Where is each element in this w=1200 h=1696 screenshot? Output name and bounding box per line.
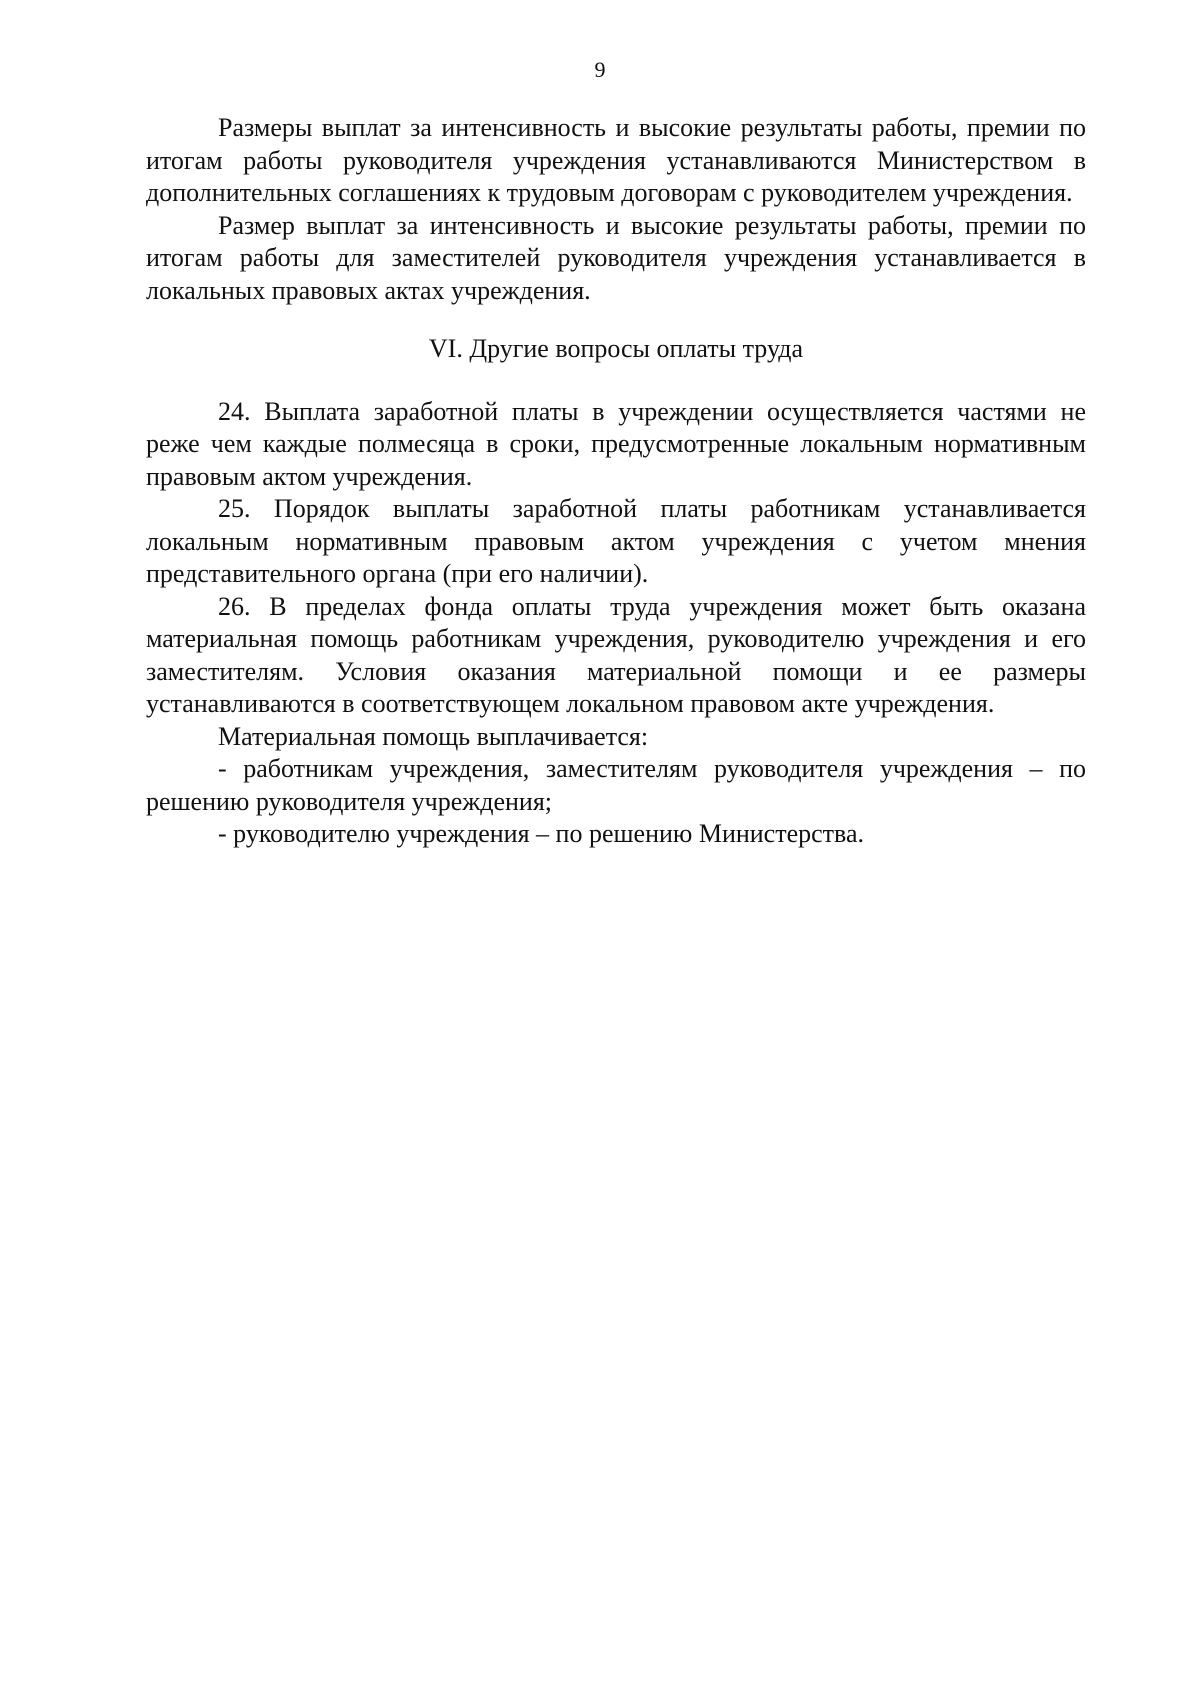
section-heading: VI. Другие вопросы оплаты труда [428, 334, 804, 363]
paragraph-26: 26. В пределах фонда оплаты труда учреждения может быть оказана материальная помощь работникам учреждения, руководителю учреждения и его заместителям. Условия оказания материальной помощи и ее размеры устанавливаются в соответствующем локальном правовом акте учреждения. [146, 591, 1086, 718]
paragraph-25: 25. Порядок выплаты заработной платы работникам устанавливается локальным нормативным правовым актом учреждения с учетом мнения представительного органа (при его наличии). [146, 494, 1086, 588]
paragraph-aid-intro: Материальная помощь выплачивается: [218, 721, 649, 751]
page-number: 9 [594, 57, 606, 82]
list-item-aid-staff: - работникам учреждения, заместителям руководителя учреждения – по решению руководителя учреждения; [146, 754, 1086, 816]
list-item-aid-head: - руководителю учреждения – по решению Министерства. [218, 819, 865, 848]
paragraph-24: 24. Выплата заработной платы в учреждении осуществляется частями не реже чем каждые полмесяца в сроки, предусмотренные локальным нормативным правовым актом учреждения. [146, 396, 1086, 491]
paragraph-head-bonus: Размеры выплат за интенсивность и высокие результаты работы, премии по итогам работы руководителя учреждения устанавливаются Министерством в дополнительных соглашениях к трудовым договорам с руководителем учреждения. [146, 113, 1086, 207]
paragraph-deputy-bonus: Размер выплат за интенсивность и высокие результаты работы, премии по итогам работы для заместителей руководителя учреждения устанавливается в локальных правовых актах учреждения. [146, 210, 1086, 305]
document-body [146, 112, 1086, 851]
